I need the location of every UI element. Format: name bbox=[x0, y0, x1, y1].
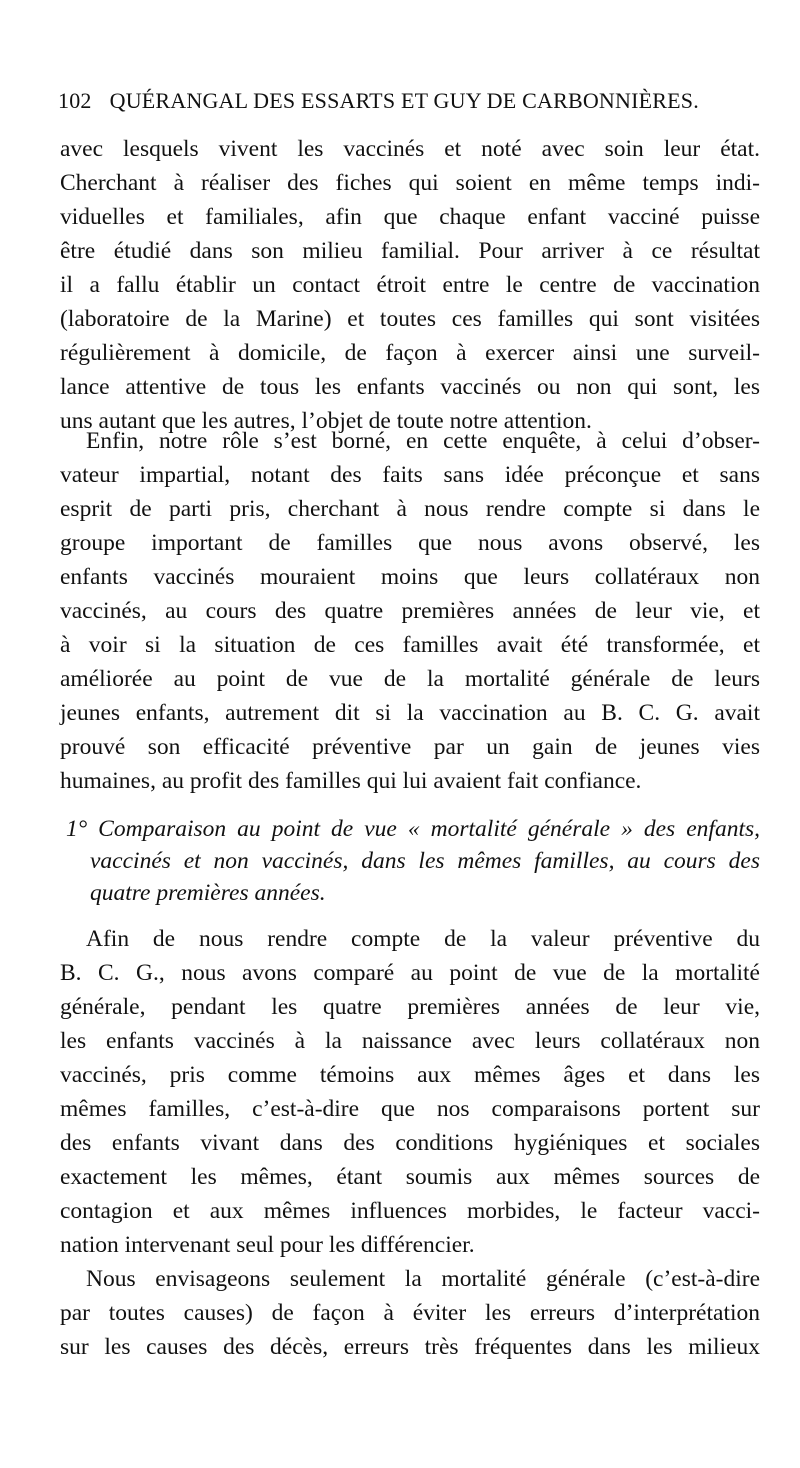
text-line: vaccinés, pris comme témoins aux mêmes âges et dans les bbox=[60, 1062, 760, 1088]
text-line: prouvé son efficacité préventive par un gain de jeunes vies bbox=[60, 734, 760, 760]
text-line: enfants vaccinés mouraient moins que leurs collatéraux non bbox=[60, 564, 760, 590]
text-line: (laboratoire de la Marine) et toutes ces familles qui sont visitées bbox=[60, 306, 760, 332]
text-line: des enfants vivant dans des conditions hygiéniques et sociales bbox=[60, 1130, 760, 1156]
text-line: nation intervenant seul pour les différencier. bbox=[60, 1232, 475, 1258]
text-line: groupe important de familles que nous avons observé, les bbox=[60, 530, 760, 556]
text-line: Afin de nous rendre compte de la valeur préventive du bbox=[86, 926, 760, 952]
page-number: 102 bbox=[58, 88, 92, 113]
text-line: améliorée au point de vue de la mortalité générale de leurs bbox=[60, 666, 760, 692]
text-line: par toutes causes) de façon à éviter les erreurs d’interprétation bbox=[60, 1300, 760, 1326]
text-line: Enfin, notre rôle s’est borné, en cette enquête, à celui d’obser- bbox=[86, 428, 760, 454]
text-line: mêmes familles, c’est-à-dire que nos comparaisons portent sur bbox=[60, 1096, 760, 1122]
text-line: viduelles et familiales, afin que chaque enfant vacciné puisse bbox=[60, 204, 760, 230]
text-line: Nous envisageons seulement la mortalité générale (c’est-à-dire bbox=[86, 1266, 760, 1292]
text-line: il a fallu établir un contact étroit entre le centre de vaccination bbox=[60, 272, 760, 298]
text-line: lance attentive de tous les enfants vaccinés ou non qui sont, les bbox=[60, 374, 760, 400]
text-line: contagion et aux mêmes influences morbides, le facteur vacci- bbox=[60, 1198, 760, 1224]
text-line: les enfants vaccinés à la naissance avec leurs collatéraux non bbox=[60, 1028, 760, 1054]
text-line: sur les causes des décès, erreurs très fréquentes dans les milieux bbox=[60, 1334, 760, 1360]
text-line: B. C. G., nous avons comparé au point de vue de la mortalité bbox=[60, 960, 760, 986]
text-line: à voir si la situation de ces familles avait été transformée, et bbox=[60, 632, 760, 658]
text-line: régulièrement à domicile, de façon à exercer ainsi une surveil- bbox=[60, 340, 760, 366]
heading-line: vaccinés et non vaccinés, dans les mêmes familles, au cours des bbox=[90, 848, 760, 874]
text-line: vateur impartial, notant des faits sans idée préconçue et sans bbox=[60, 462, 760, 488]
text-line: esprit de parti pris, cherchant à nous rendre compte si dans le bbox=[60, 496, 760, 522]
text-line: être étudié dans son milieu familial. Pour arriver à ce résultat bbox=[60, 238, 760, 264]
text-line: vaccinés, au cours des quatre premières années de leur vie, et bbox=[60, 598, 760, 624]
running-title: QUÉRANGAL DES ESSARTS ET GUY DE CARBONNIÈRES. bbox=[109, 88, 699, 113]
text-line: humaines, au profit des familles qui lui avaient fait confiance. bbox=[60, 768, 642, 794]
text-line: avec lesquels vivent les vaccinés et noté avec soin leur état. bbox=[60, 136, 760, 162]
running-header bbox=[58, 88, 738, 114]
heading-line: 1° Comparaison au point de vue « mortalité générale » des enfants, bbox=[66, 816, 760, 842]
text-line: jeunes enfants, autrement dit si la vaccination au B. C. G. avait bbox=[60, 700, 760, 726]
text-line: exactement les mêmes, étant soumis aux mêmes sources de bbox=[60, 1164, 760, 1190]
text-line: uns autant que les autres, l’objet de toute notre attention. bbox=[60, 408, 592, 434]
text-line: générale, pendant les quatre premières années de leur vie, bbox=[60, 994, 760, 1020]
heading-line: quatre premières années. bbox=[90, 880, 326, 906]
text-line: Cherchant à réaliser des fiches qui soient en même temps indi- bbox=[60, 170, 760, 196]
